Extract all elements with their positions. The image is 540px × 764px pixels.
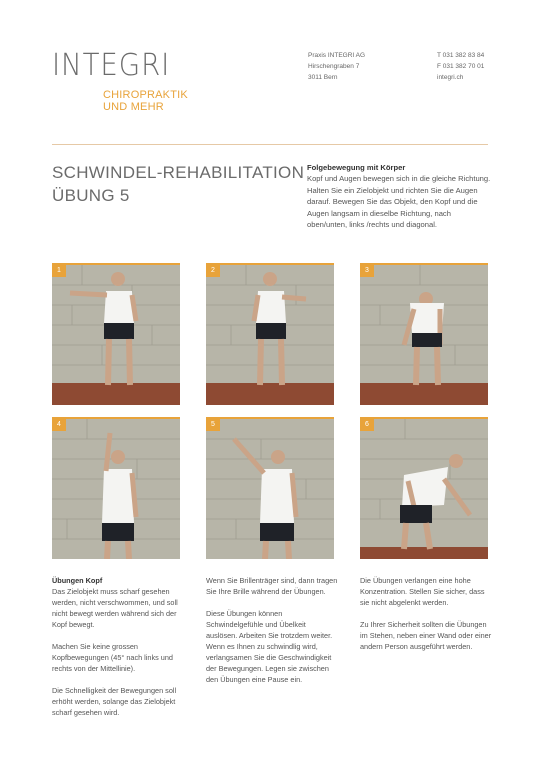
intro-heading: Folgebewegung mit Körper (307, 163, 406, 172)
exercise-photo-2 (206, 263, 334, 405)
tagline-line-2: UND MEHR (103, 101, 164, 113)
paragraph: Diese Übungen können Schwindelgefühle und Übelkeit auslösen. Arbeiten Sie trotzdem weiter. Wenn es Ihnen zu schwindlig wird, verlangsamen Sie die Geschwindigkeit der Bewegungen. Legen sie zwischen den Übungen eine Pause ein. (206, 609, 333, 684)
brand-logo: INTEGRI (52, 48, 171, 83)
paragraph-text: Das Zielobjekt muss scharf gesehen werden, nicht verschwommen, und soll nicht bewegt werden während sich der Kopf bewegt. (52, 587, 178, 629)
paragraph: Die Schnelligkeit der Bewegungen soll erhöht werden, solange das Zielobjekt scharf gesehen wird. (52, 686, 177, 717)
intro-block (307, 162, 492, 230)
step-badge: 3 (360, 265, 374, 277)
paragraph: Machen Sie keine grossen Kopfbewegungen (45° nach links und rechts von der Mittellinie). (52, 642, 173, 673)
paragraph: Zu Ihrer Sicherheit sollten die Übungen im Stehen, neben einer Wand oder einer andern Person ausgeführt werden. (360, 620, 492, 651)
step-badge: 5 (206, 419, 220, 431)
exercise-photo-3 (360, 263, 488, 405)
step-badge: 4 (52, 419, 66, 431)
step-badge: 6 (360, 419, 374, 431)
step-badge: 1 (52, 265, 66, 277)
intro-text: Kopf und Augen bewegen sich in die gleiche Richtung. Halten Sie ein Zielobjekt und richten Sie die Augen darauf. Bewegen Sie das Objekt, den Kopf und die Augen langsam in dieselbe Richtung, nach oben/unten, links /rechts und diagonal. (307, 174, 491, 230)
fax-number: F 031 382 70 01 (437, 63, 485, 70)
exercise-photo-1 (52, 263, 180, 405)
tagline-line-1: CHIROPRAKTIK (103, 89, 188, 101)
brand-tagline (103, 89, 188, 113)
address-line: Praxis INTEGRI AG (308, 52, 366, 59)
address-line: 3011 Bern (308, 74, 338, 81)
paragraph: Wenn Sie Brillenträger sind, dann tragen Sie Ihre Brille während der Übungen. (206, 576, 338, 596)
section-heading: Übungen Kopf (52, 576, 103, 585)
title-line-1: SCHWINDEL-REHABILITATION (52, 163, 305, 182)
step-badge: 2 (206, 265, 220, 277)
header-divider (52, 144, 488, 145)
paragraph: Die Übungen verlangen eine hohe Konzentration. Stellen Sie sicher, dass sie nicht abgelenkt werden. (360, 576, 485, 607)
exercise-photo-4 (52, 417, 180, 559)
text-column-2 (206, 575, 338, 696)
exercise-photo-6 (360, 417, 488, 559)
website-link[interactable]: integri.ch (437, 74, 464, 81)
text-column-3 (360, 575, 492, 663)
exercise-photo-5 (206, 417, 334, 559)
title-line-2: ÜBUNG 5 (52, 186, 130, 205)
address-block (308, 50, 365, 83)
address-line: Hirschengraben 7 (308, 63, 360, 70)
phone-number: T 031 382 83 84 (437, 52, 485, 59)
contact-block (437, 50, 484, 83)
page-title (52, 161, 304, 207)
text-column-1 (52, 575, 184, 729)
paragraph (52, 575, 184, 630)
